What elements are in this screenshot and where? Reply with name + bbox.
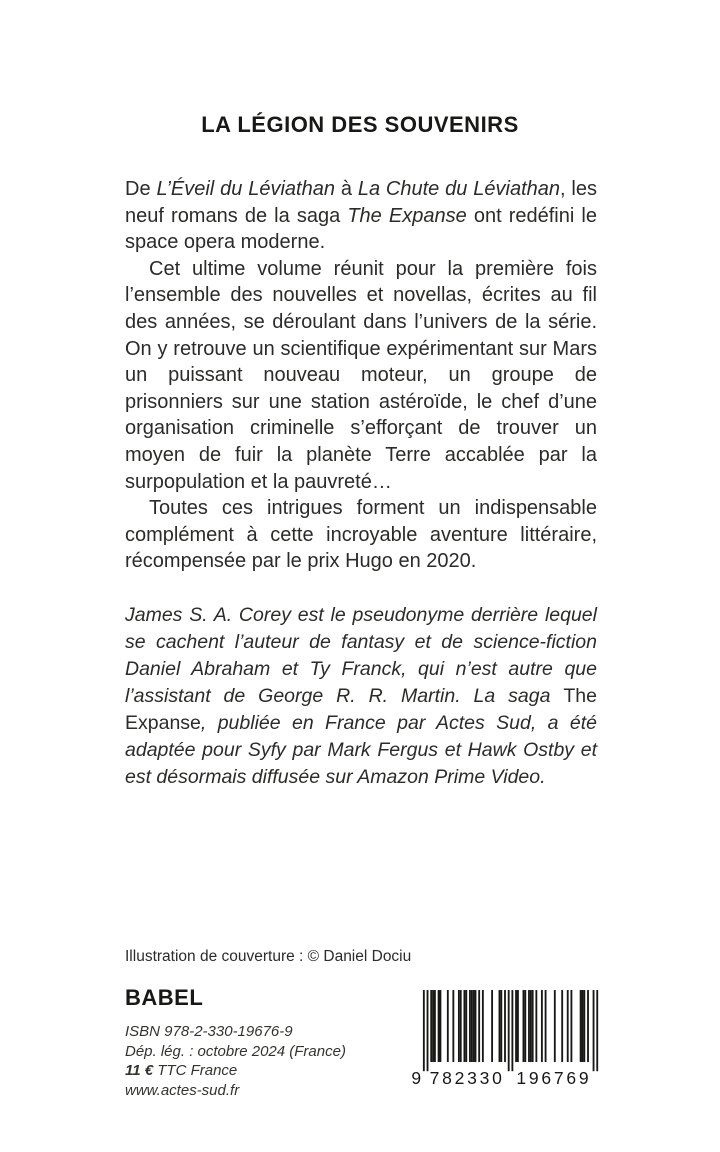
legal-deposit-line: Dép. lég. : octobre 2024 (France): [125, 1042, 346, 1060]
ean13-barcode: [410, 990, 600, 1086]
synopsis-paragraph-3: Toutes ces intrigues forment un indispensable complément à cette incroyable aventure littéraire, récompensée par le prix Hugo en 2020.: [125, 497, 597, 573]
publisher-website: www.actes-sud.fr: [125, 1081, 240, 1099]
svg-text:9: 9: [411, 1068, 422, 1086]
imprint-block: [125, 1022, 346, 1100]
svg-text:782330: 782330: [429, 1068, 505, 1086]
price-line: 11 € TTC France: [125, 1062, 238, 1079]
barcode-image: [410, 990, 600, 1086]
synopsis: [125, 176, 597, 575]
cover-illustration-credit: Illustration de couverture : © Daniel Dociu: [125, 948, 412, 965]
author-note: James S. A. Corey est le pseudonyme derrière lequel se cachent l’auteur de fantasy et de science-fiction Daniel Abraham et Ty Franck, qui n’est autre que l’assistant de George R. R. Martin. La saga The Expanse, publiée en France par Actes Sud, a été adaptée pour Syfy par Mark Fergus et Hawk Ostby et est désormais diffusée sur Amazon Prime Video.: [125, 604, 597, 788]
book-title: LA LÉGION DES SOUVENIRS: [201, 112, 519, 137]
svg-text:196769: 196769: [516, 1068, 592, 1086]
synopsis-paragraph-1: De L’Éveil du Léviathan à La Chute du Léviathan, les neuf romans de la saga The Expanse ont redéfini le space opera moderne.: [125, 178, 597, 254]
isbn-line: ISBN 978-2-330-19676-9: [125, 1023, 293, 1040]
publisher-logo: BABEL: [125, 985, 204, 1010]
synopsis-paragraph-2: Cet ultime volume réunit pour la première fois l’ensemble des nouvelles et novellas, écrites au fil des années, se déroulant dans l’univers de la série. On y retrouve un scientifique expérimentant sur Mars un puissant nouveau moteur, un groupe de prisonniers sur une station astéroïde, le chef d’une organisation criminelle s’efforçant de trouver un moyen de fuir la planète Terre accablée par la surpopulation et la pauvreté…: [125, 257, 597, 493]
